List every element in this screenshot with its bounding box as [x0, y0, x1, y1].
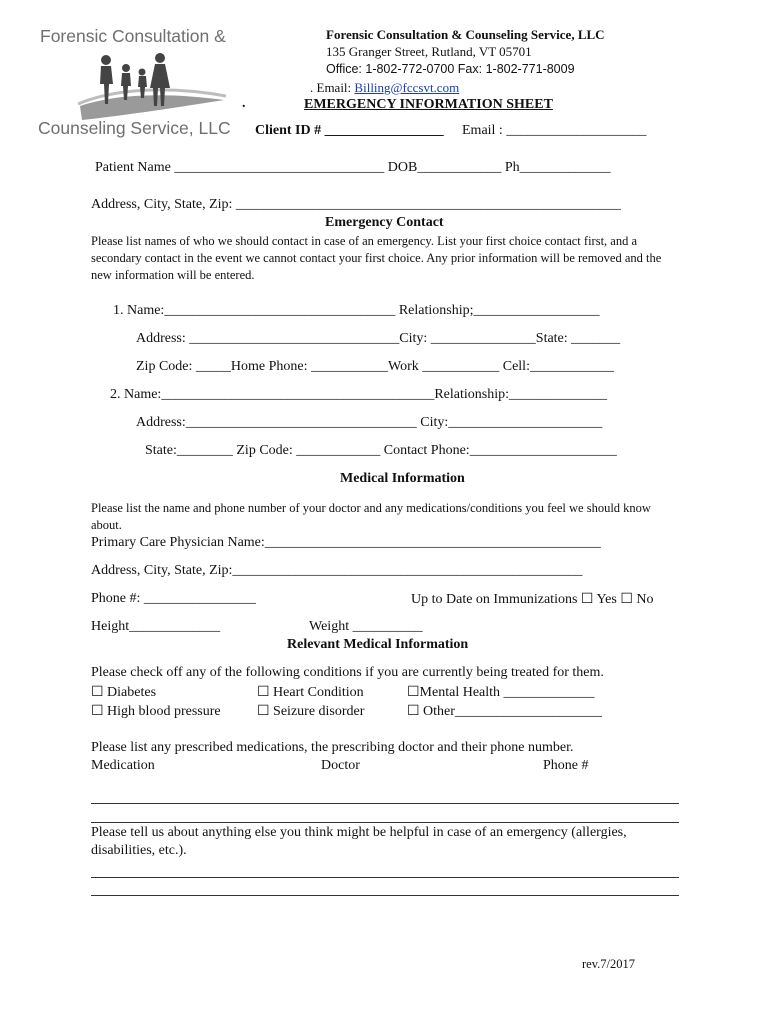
org-name: Forensic Consultation & Counseling Service, LLC [326, 27, 605, 42]
other-condition-checkbox[interactable]: ☐ Other_____________________ [407, 704, 602, 719]
height-line[interactable]: Height_____________ [91, 619, 221, 634]
relevant-medical-heading: Relevant Medical Information [287, 637, 469, 652]
org-email-line [310, 80, 459, 96]
patient-name-line[interactable]: Patient Name ______________________________ DOB____________ Ph_____________ [95, 160, 611, 175]
contact1-address-line[interactable]: Address: ______________________________City: _______________State: _______ [136, 331, 621, 346]
medication-entry-line-1[interactable] [91, 803, 679, 804]
contact2-address-line[interactable]: Address:_________________________________ City:______________________ [136, 415, 603, 430]
seizure-disorder-checkbox[interactable]: ☐ Seizure disorder [257, 704, 365, 719]
logo-text-top: Forensic Consultation & [40, 26, 226, 46]
column-phone: Phone # [543, 758, 589, 773]
column-medication: Medication [91, 758, 155, 773]
email-prefix: . Email: [310, 80, 355, 95]
contact2-state-zip-line[interactable]: State:________ Zip Code: ____________ Contact Phone:_____________________ [145, 443, 617, 458]
medical-instructions: Please list the name and phone number of your doctor and any medications/conditions you feel we should know about. [91, 501, 651, 532]
additional-info-line-2[interactable] [91, 895, 679, 896]
conditions-instructions: Please check off any of the following conditions if you are currently being treated for them. [91, 665, 604, 680]
logo-text-bottom: Counseling Service, LLC [38, 118, 231, 138]
emergency-instructions: Please list names of who we should contact in case of an emergency. List your first choice contact first, and a secondary contact in the event we cannot contact your first choice. Any prior information will be removed and the new information will be entered. [91, 234, 662, 282]
weight-line[interactable]: Weight __________ [309, 619, 423, 634]
email-link[interactable]: Billing@fccsvt.com [354, 80, 460, 95]
org-phone-fax: Office: 1-802-772-0700 Fax: 1-802-771-8009 [326, 62, 575, 76]
immunizations-checkboxes[interactable]: Up to Date on Immunizations ☐ Yes ☐ No [411, 592, 654, 607]
column-doctor: Doctor [321, 758, 360, 773]
contact1-name-line[interactable]: 1. Name:_________________________________ Relationship;__________________ [113, 303, 600, 318]
contact2-name-line[interactable]: 2. Name:_______________________________________Relationship:______________ [110, 387, 607, 402]
physician-phone-line[interactable]: Phone #: ________________ [91, 591, 256, 606]
mental-health-checkbox[interactable]: ☐Mental Health _____________ [407, 685, 595, 700]
emergency-contact-heading: Emergency Contact [325, 215, 444, 230]
medical-info-heading: Medical Information [340, 471, 465, 486]
additional-info-line-1[interactable] [91, 877, 679, 878]
family-silhouette-icon [76, 48, 226, 120]
page-title: EMERGENCY INFORMATION SHEET [304, 97, 553, 112]
medications-instructions: Please list any prescribed medications, the prescribing doctor and their phone number. [91, 740, 574, 755]
additional-info-instructions: Please tell us about anything else you think might be helpful in case of an emergency (allergies, disabilities, etc.). [91, 825, 627, 858]
client-id-field[interactable]: Client ID # _________________ [255, 123, 444, 138]
contact1-zip-phone-line[interactable]: Zip Code: _____Home Phone: ___________Work ___________ Cell:____________ [136, 359, 614, 374]
revision-note: rev.7/2017 [582, 957, 635, 971]
physician-name-line[interactable]: Primary Care Physician Name:________________________________________________ [91, 535, 601, 550]
high-blood-pressure-checkbox[interactable]: ☐ High blood pressure [91, 704, 221, 719]
title-dot: . [242, 96, 246, 111]
medication-entry-line-2[interactable] [91, 822, 679, 823]
physician-address-line[interactable]: Address, City, State, Zip:__________________________________________________ [91, 563, 583, 578]
org-address: 135 Granger Street, Rutland, VT 05701 [326, 44, 532, 59]
patient-address-line[interactable]: Address, City, State, Zip: _______________________________________________________ [91, 197, 621, 212]
client-email-field[interactable]: Email : ____________________ [462, 123, 647, 138]
heart-condition-checkbox[interactable]: ☐ Heart Condition [257, 685, 364, 700]
diabetes-checkbox[interactable]: ☐ Diabetes [91, 685, 157, 700]
